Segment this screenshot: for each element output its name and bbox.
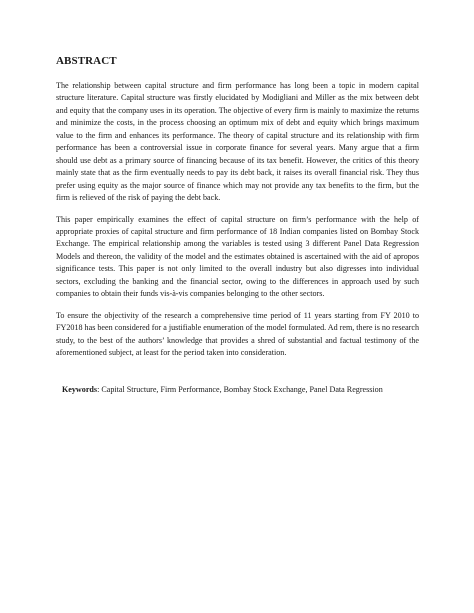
keywords-line xyxy=(56,384,419,396)
abstract-paragraph-1: The relationship between capital structure and firm performance has long been a topic in modern capital structure literature. Capital structure was firstly elucidated by Modigliani and Miller as the mix between debt and equity that the company uses in its operation. The objective of every firm is mainly to maximize the returns and minimize the costs, in the process choosing an optimum mix of debt and equity which brings maximum value to the firm and enhances its performance. The theory of capital structure and its relationship with firm performance has been a controversial issue in corporate finance for several years. Many argue that a firm should use debt as a primary source of financing because of its tax benefit. However, the critics of this theory mainly state that as the firm eventually needs to pay its debt back, it raises its overall financial risk. They thus prefer using equity as the major source of finance which may not provide any tax benefits to the firm, but the firm is relieved of the risk of paying the debt back. xyxy=(56,81,419,203)
abstract-paragraph-2: This paper empirically examines the effect of capital structure on firm’s performance with the help of appropriate proxies of capital structure and firm performance of 18 Indian companies listed on Bombay Stock Exchange. The empirical relationship among the variables is tested using 3 different Panel Data Regression Models and thereon, the validity of the model and the estimates obtained is ascertained with the aid of apropos significance tests. This paper is not only limited to the overall industry but also digresses into individual sectors, excluding the banking and the financial sector, owing to the differences in approach used by such companies to obtain their funds vis-à-vis companies belonging to the other sectors. xyxy=(56,214,419,299)
abstract-heading: ABSTRACT xyxy=(56,55,117,67)
keywords-text: : Capital Structure, Firm Performance, Bombay Stock Exchange, Panel Data Regression xyxy=(97,384,383,394)
document-page xyxy=(56,54,419,396)
abstract-paragraph-3: To ensure the objectivity of the research a comprehensive time period of 11 years starting from FY 2010 to FY2018 has been considered for a justifiable enumeration of the model formulated. Ad rem, there is no research study, to the best of the authors’ knowledge that provides a shred of substantial and factual testimony of the aforementioned subject, at least for the period taken into consideration. xyxy=(56,310,419,358)
keywords-label: Keywords xyxy=(62,384,98,394)
